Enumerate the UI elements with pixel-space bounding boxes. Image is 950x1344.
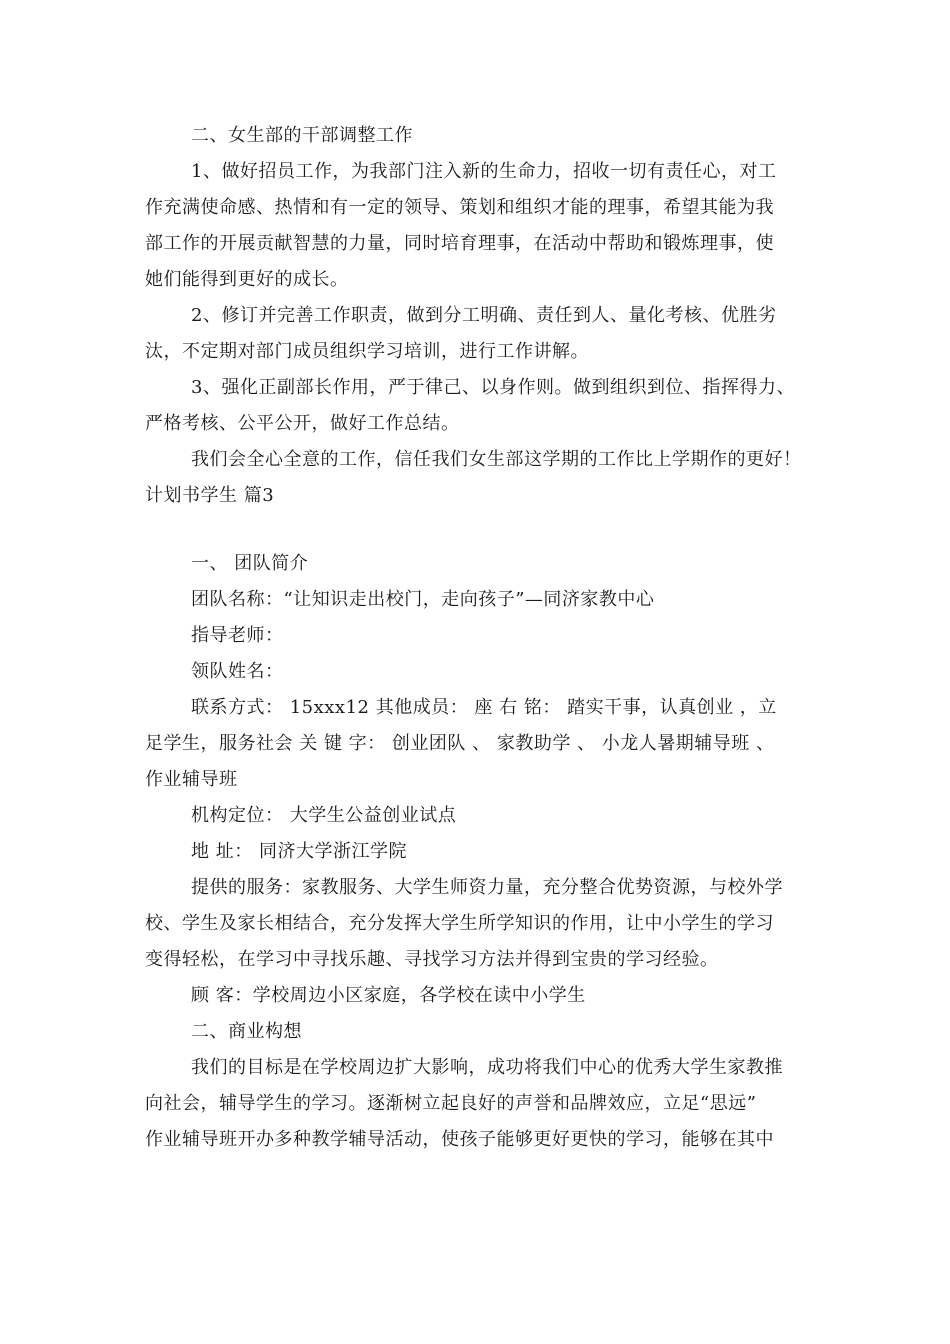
paragraph-line: 部工作的开展贡献智慧的力量，同时培育理事，在活动中帮助和锻炼理事，使	[145, 233, 774, 254]
paragraph-line: 足学生，服务社会 关 键 字： 创业团队 、 家教助学 、 小龙人暑期辅导班 、	[145, 733, 775, 754]
paragraph-line: 2、修订并完善工作职责，做到分工明确、责任到人、量化考核、优胜劣	[191, 305, 777, 326]
paragraph-line: 1、做好招员工作，为我部门注入新的生命力，招收一切有责任心，对工	[191, 161, 777, 182]
paragraph-line: 校、学生及家长相结合，充分发挥大学生所学知识的作用，让中小学生的学习	[145, 913, 774, 934]
paragraph-line: 汰，不定期对部门成员组织学习培训，进行工作讲解。	[145, 341, 589, 362]
section-heading-business-idea: 二、商业构想	[191, 1021, 302, 1042]
paragraph-line: 她们能得到更好的成长。	[145, 269, 349, 290]
article-title: 计划书学生 篇3	[145, 485, 275, 506]
paragraph-line: 我们会全心全意的工作，信任我们女生部这学期的工作比上学期作的更好！	[191, 449, 802, 470]
services-line: 提供的服务：家教服务、大学生师资力量，充分整合优势资源，与校外学	[191, 877, 783, 898]
section-heading-team-intro: 一、 团队简介	[191, 553, 309, 574]
paragraph-line: 3、强化正副部长作用，严于律己、以身作则。做到组织到位、指挥得力、	[191, 377, 795, 398]
positioning-line: 机构定位： 大学生公益创业试点	[191, 805, 457, 826]
advisor-line: 指导老师：	[191, 625, 284, 646]
paragraph-line: 严格考核、公平公开，做好工作总结。	[145, 413, 460, 434]
contact-line: 联系方式： 15xxx12 其他成员： 座 右 铭： 踏实干事，认真创业 ，立	[191, 697, 777, 718]
paragraph-line: 作充满使命感、热情和有一定的领导、策划和组织才能的理事，希望其能为我	[145, 197, 774, 218]
paragraph-line: 作业辅导班	[145, 769, 238, 790]
leader-line: 领队姓名：	[191, 661, 284, 682]
address-line: 地 址： 同济大学浙江学院	[191, 841, 407, 862]
customers-line: 顾 客：学校周边小区家庭，各学校在读中小学生	[191, 985, 586, 1006]
section-heading-cadre-adjustment: 二、女生部的干部调整工作	[191, 125, 413, 146]
paragraph-line: 变得轻松，在学习中寻找乐趣、寻找学习方法并得到宝贵的学习经验。	[145, 949, 719, 970]
team-name-line: 团队名称：“让知识走出校门，走向孩子”—同济家教中心	[191, 589, 655, 610]
paragraph-line: 向社会，辅导学生的学习。逐渐树立起良好的声誉和品牌效应，立足“思远”	[145, 1093, 757, 1114]
paragraph-line: 作业辅导班开办多种教学辅导活动，使孩子能够更好更快的学习，能够在其中	[145, 1129, 774, 1150]
paragraph-line: 我们的目标是在学校周边扩大影响，成功将我们中心的优秀大学生家教推	[191, 1057, 783, 1078]
